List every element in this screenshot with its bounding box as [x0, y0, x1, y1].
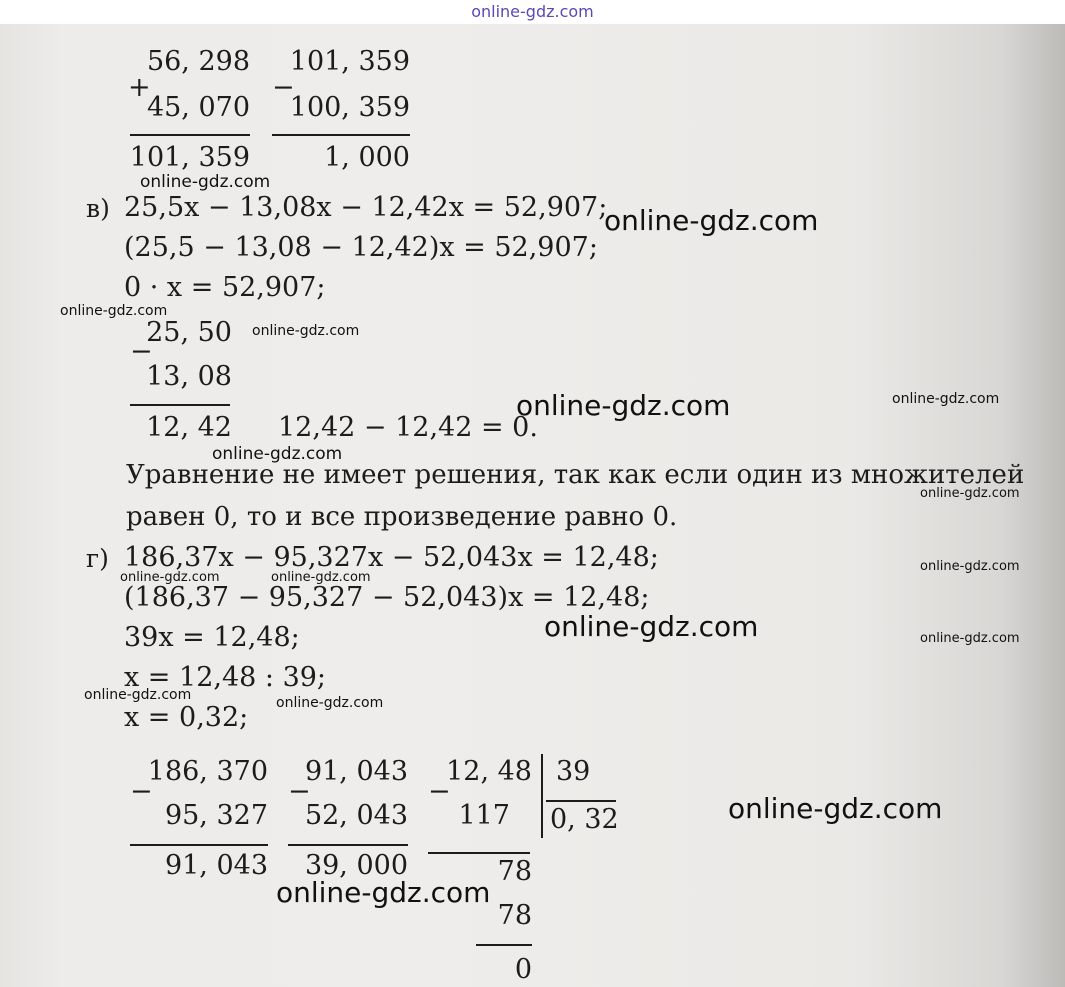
div-quotient: 0, 32 — [550, 804, 619, 835]
sub-v-top: 25, 50 — [146, 317, 232, 348]
watermark: online-gdz.com — [120, 570, 220, 585]
sub-b-sign: − — [272, 72, 295, 103]
sub-g1-result: 91, 043 — [164, 850, 268, 881]
div-remainder-1: 78 — [497, 856, 532, 887]
watermark: online-gdz.com — [140, 172, 271, 192]
div-step-2: 78 — [497, 900, 532, 931]
sub-v-line — [130, 404, 230, 406]
sub-b-result: 1, 000 — [324, 142, 410, 173]
div-quotient-line — [546, 800, 616, 802]
sub-v-bottom: 13, 08 — [146, 361, 232, 392]
add-sign: + — [128, 72, 151, 103]
watermark: online-gdz.com — [276, 695, 384, 711]
eq-g-1: 186,37x − 95,327x − 52,043x = 12,48; — [124, 542, 659, 573]
watermark: online-gdz.com — [516, 389, 731, 422]
eq-g-3: 39x = 12,48; — [124, 622, 300, 653]
watermark: online-gdz.com — [920, 631, 1020, 646]
div-vertical-bar — [541, 754, 543, 838]
sub-g2-result: 39, 000 — [304, 850, 408, 881]
add-line — [130, 134, 250, 136]
textbook-page — [0, 24, 1065, 987]
marker-g: г) — [86, 544, 109, 573]
sub-b-top: 101, 359 — [289, 46, 410, 77]
add-bottom: 45, 070 — [146, 92, 250, 123]
eq-g-5: x = 0,32; — [124, 702, 249, 733]
watermark: online-gdz.com — [892, 391, 1000, 407]
eq-v-2: (25,5 − 13,08 − 12,42)x = 52,907; — [124, 232, 598, 263]
div-step-1: 117 — [458, 800, 510, 831]
watermark: online-gdz.com — [60, 303, 168, 319]
add-result: 101, 359 — [129, 142, 250, 173]
explanation-line-2: равен 0, то и все произведение равно 0. — [126, 502, 678, 532]
sub-b-bottom: 100, 359 — [289, 92, 410, 123]
eq-g-4: x = 12,48 : 39; — [124, 662, 327, 693]
eq-v-3: 0 · x = 52,907; — [124, 272, 326, 303]
div-dividend: 12, 48 — [446, 756, 532, 787]
div-divisor: 39 — [556, 756, 591, 787]
sub-g1-top: 186, 370 — [147, 756, 268, 787]
div-sign: − — [428, 776, 451, 807]
watermark: online-gdz.com — [604, 204, 819, 237]
sub-g2-sign: − — [288, 776, 311, 807]
sub-g2-line — [288, 844, 408, 846]
div-step-1-line — [428, 852, 530, 854]
watermark: online-gdz.com — [920, 486, 1020, 501]
div-step-2-line — [476, 944, 532, 946]
watermark: online-gdz.com — [271, 570, 371, 585]
marker-v: в) — [86, 194, 110, 223]
watermark: online-gdz.com — [84, 687, 192, 703]
sub-g1-sign: − — [130, 776, 153, 807]
watermark: online-gdz.com — [920, 559, 1020, 574]
site-header[interactable]: online-gdz.com — [471, 2, 594, 21]
sub-g1-line — [130, 844, 268, 846]
sub-g2-top: 91, 043 — [304, 756, 408, 787]
eq-g-2: (186,37 − 95,327 − 52,043)x = 12,48; — [124, 582, 650, 613]
watermark: online-gdz.com — [728, 792, 943, 825]
sub-v-result: 12, 42 — [146, 412, 232, 443]
div-remainder-2: 0 — [514, 954, 532, 985]
sub-g2-bottom: 52, 043 — [304, 800, 408, 831]
watermark: online-gdz.com — [276, 876, 491, 909]
eq-v-1: 25,5x − 13,08x − 12,42x = 52,907; — [124, 192, 608, 223]
sub-b-line — [272, 134, 410, 136]
sub-v-sign: − — [130, 336, 153, 367]
explanation-line-1: Уравнение не имеет решения, так как если один из множителей — [126, 460, 1025, 490]
sub-g1-bottom: 95, 327 — [164, 800, 268, 831]
watermark: online-gdz.com — [252, 323, 360, 339]
watermark: online-gdz.com — [544, 610, 759, 643]
check-v: 12,42 − 12,42 = 0. — [278, 412, 538, 443]
watermark: online-gdz.com — [212, 444, 343, 464]
add-top: 56, 298 — [146, 46, 250, 77]
